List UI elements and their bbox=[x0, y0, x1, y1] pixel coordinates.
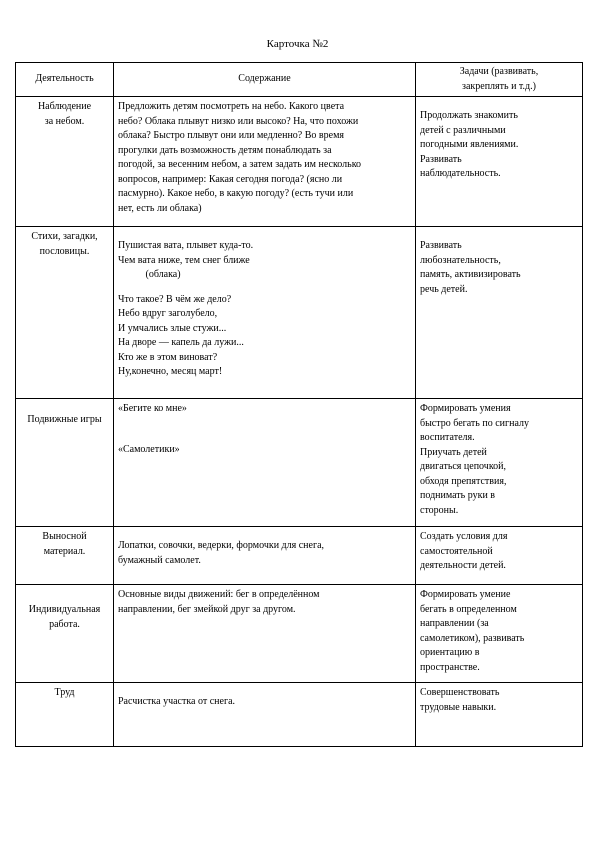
row-tasks bbox=[416, 527, 583, 585]
activity-line: Подвижные игры bbox=[27, 414, 102, 425]
content-line: пасмурно). Какое небо, в какую погоду? (есть тучи или bbox=[118, 188, 354, 199]
activity-line: материал. bbox=[43, 545, 86, 557]
row-activity bbox=[16, 527, 114, 585]
table-row-poems bbox=[16, 227, 583, 399]
activity-line: пословицы. bbox=[39, 245, 90, 257]
content-line: Основные виды движений: бег в определённом bbox=[118, 589, 320, 600]
table-row-labor bbox=[16, 683, 583, 747]
row-tasks bbox=[416, 683, 583, 747]
tasks-line: деятельности детей. bbox=[420, 560, 506, 571]
tasks-line: воспитателя. bbox=[420, 432, 475, 443]
tasks-line: Формировать умение bbox=[420, 589, 511, 600]
content-line: Чем вата ниже, тем снег ближе bbox=[118, 254, 250, 266]
header-tasks-line: закреплять и т.д.) bbox=[462, 80, 536, 92]
tasks-line: Продолжать знакомить bbox=[420, 110, 518, 121]
table-row-individual bbox=[16, 585, 583, 683]
tasks-line: Приучать детей bbox=[420, 446, 487, 458]
header-activity: Деятельность bbox=[16, 63, 114, 97]
row-activity bbox=[16, 97, 114, 227]
content-line: Расчистка участка от снега. bbox=[118, 696, 236, 707]
content-line: «Бегите ко мне» bbox=[118, 403, 187, 414]
header-tasks bbox=[416, 63, 583, 97]
content-line: прогулки дать возможность детям понаблюдать за bbox=[118, 144, 332, 156]
table-row-material bbox=[16, 527, 583, 585]
tasks-line: поднимать руки в bbox=[420, 490, 496, 501]
content-line: облака? Быстро плывут они или медленно? Во время bbox=[118, 130, 345, 141]
tasks-line: обходя препятствия, bbox=[420, 475, 507, 487]
row-activity bbox=[16, 683, 114, 747]
content-line: И умчались злые стужи... bbox=[118, 322, 227, 334]
content-line: вопросов, например: Какая сегодня погода? (ясно ли bbox=[118, 173, 343, 185]
tasks-line: стороны. bbox=[420, 504, 459, 516]
tasks-line: любознательность, bbox=[420, 254, 501, 266]
table-row-observation bbox=[16, 97, 583, 227]
row-content bbox=[114, 683, 416, 747]
tasks-line: Развивать bbox=[420, 153, 462, 165]
tasks-line: речь детей. bbox=[420, 283, 468, 295]
header-content: Содержание bbox=[114, 63, 416, 97]
tasks-line: двигаться цепочкой, bbox=[420, 461, 507, 472]
content-line: (облака) bbox=[118, 269, 181, 280]
content-line: Кто же в этом виноват? bbox=[118, 351, 218, 363]
row-content bbox=[114, 527, 416, 585]
tasks-line: направлении (за bbox=[420, 618, 489, 629]
tasks-line: Совершенствовать bbox=[420, 687, 500, 698]
row-activity bbox=[16, 399, 114, 527]
activity-card-table bbox=[15, 62, 583, 747]
row-activity bbox=[16, 585, 114, 683]
tasks-line: бегать в определенном bbox=[420, 603, 517, 615]
row-activity bbox=[16, 227, 114, 399]
row-tasks bbox=[416, 227, 583, 399]
tasks-line: быстро бегать по сигналу bbox=[420, 417, 529, 429]
activity-line: Труд bbox=[54, 687, 75, 698]
content-line: направлении, бег змейкой друг за другом. bbox=[118, 603, 296, 615]
activity-line: Стихи, загадки, bbox=[31, 231, 98, 242]
page-title: Карточка №2 bbox=[266, 38, 329, 50]
tasks-line: детей с различными bbox=[420, 124, 506, 136]
content-line: «Самолетики» bbox=[118, 443, 180, 455]
row-content bbox=[114, 227, 416, 399]
tasks-line: Развивать bbox=[420, 240, 462, 251]
tasks-line: самолетиком), развивать bbox=[420, 632, 525, 644]
content-line: На дворе — капель да лужи... bbox=[118, 337, 244, 348]
tasks-line: самостоятельной bbox=[420, 545, 493, 557]
activity-line: работа. bbox=[49, 618, 80, 630]
tasks-line: память, активизировать bbox=[420, 269, 521, 280]
row-tasks bbox=[416, 399, 583, 527]
row-content bbox=[114, 97, 416, 227]
activity-line: Наблюдение bbox=[37, 101, 92, 112]
content-line: бумажный самолет. bbox=[118, 554, 201, 566]
row-tasks bbox=[416, 97, 583, 227]
row-content bbox=[114, 585, 416, 683]
content-line: Что такое? В чём же дело? bbox=[118, 293, 232, 305]
activity-line: за небом. bbox=[44, 115, 85, 127]
table-header-row bbox=[16, 63, 583, 97]
content-line: Предложить детям посмотреть на небо. Какого цвета bbox=[118, 101, 345, 112]
row-content bbox=[114, 399, 416, 527]
activity-line: Выносной bbox=[42, 531, 87, 542]
content-line: Ну,конечно, месяц март! bbox=[118, 366, 223, 377]
header-tasks-line: Задачи (развивать, bbox=[459, 66, 539, 77]
tasks-line: Формировать умения bbox=[420, 403, 511, 414]
tasks-line: наблюдательность. bbox=[420, 168, 501, 179]
tasks-line: погодными явлениями. bbox=[420, 139, 519, 150]
content-line: Небо вдруг заголубело, bbox=[118, 308, 218, 319]
tasks-line: ориентацию в bbox=[420, 647, 480, 658]
content-line: нет, есть ли облака) bbox=[118, 202, 202, 214]
tasks-line: пространстве. bbox=[420, 661, 480, 673]
activity-line: Индивидуальная bbox=[28, 604, 101, 615]
tasks-line: Создать условия для bbox=[420, 531, 508, 542]
row-tasks bbox=[416, 585, 583, 683]
content-line: небо? Облака плывут низко или высоко? На, что похожи bbox=[118, 115, 359, 127]
content-line: погодой, за весенним небом, а затем задать им несколько bbox=[118, 159, 362, 170]
content-line: Пушистая вата, плывет куда-то. bbox=[118, 240, 254, 251]
table-row-games bbox=[16, 399, 583, 527]
content-line: Лопатки, совочки, ведерки, формочки для снега, bbox=[118, 540, 325, 551]
tasks-line: трудовые навыки. bbox=[420, 701, 497, 713]
